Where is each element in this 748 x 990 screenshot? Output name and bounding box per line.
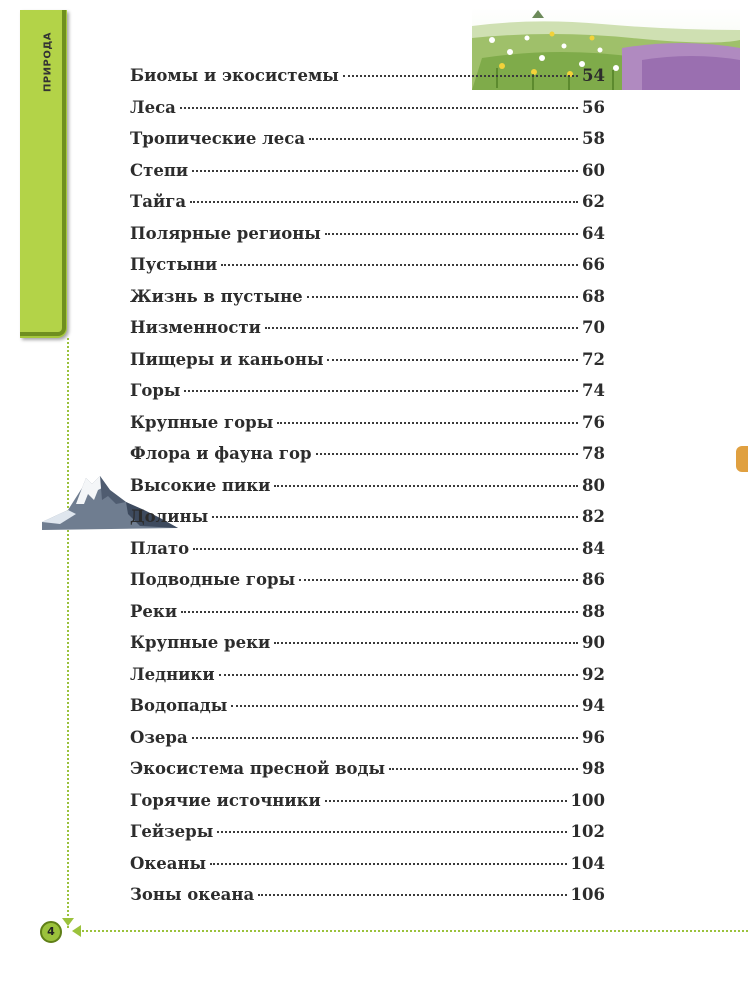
- toc-entry-page: 70: [582, 318, 605, 337]
- toc-entry[interactable]: [130, 728, 605, 760]
- toc-entry-page: 84: [582, 538, 605, 558]
- toc-entry-page: 98: [582, 759, 605, 778]
- toc-entry-page: 74: [582, 381, 605, 400]
- toc-leader-dots: [192, 170, 578, 172]
- toc-entry-title: Озера: [130, 727, 188, 747]
- toc-leader-dots: [316, 453, 578, 455]
- toc-entry[interactable]: [130, 98, 605, 130]
- edge-decoration: [736, 446, 748, 472]
- toc-leader-dots: [325, 233, 578, 235]
- toc-entry-title: Подводные горы: [130, 570, 296, 589]
- toc-entry-page: 90: [582, 633, 605, 652]
- toc-leader-dots: [307, 296, 578, 298]
- toc-leader-dots: [389, 768, 578, 770]
- toc-entry-title: Биомы и экосистемы: [130, 66, 339, 85]
- arrow-left-icon: [72, 925, 81, 937]
- toc-entry-title: Леса: [130, 97, 176, 117]
- toc-entry[interactable]: [130, 287, 605, 319]
- toc-entry-title: Гейзеры: [130, 822, 214, 841]
- toc-entry-page: 66: [582, 255, 605, 274]
- toc-entry-page: 58: [582, 129, 605, 148]
- toc-entry[interactable]: [130, 759, 605, 791]
- toc-entry[interactable]: [130, 665, 605, 697]
- toc-entry-title: Высокие пики: [130, 475, 271, 495]
- toc-entry-page: 104: [570, 853, 605, 873]
- toc-entry-title: Флора и фауна гор: [130, 444, 312, 463]
- toc-leader-dots: [309, 138, 578, 140]
- toc-entry-title: Реки: [130, 601, 178, 621]
- toc-entry-page: 106: [570, 885, 605, 904]
- toc-entry-title: Экосистема пресной воды: [130, 759, 386, 778]
- toc-leader-dots: [258, 894, 566, 896]
- toc-entry-page: 72: [582, 349, 605, 369]
- vertical-dotted-guide: [67, 338, 69, 928]
- toc-entry-page: 102: [570, 822, 605, 841]
- toc-entry-page: 78: [582, 444, 605, 463]
- toc-entry-title: Зоны океана: [130, 885, 255, 904]
- toc-leader-dots: [221, 264, 578, 266]
- toc-entry-title: Долины: [130, 507, 209, 526]
- toc-entry-title: Пищеры и каньоны: [130, 349, 324, 369]
- section-label: ПРИРОДА: [42, 31, 54, 93]
- toc-entry-page: 56: [582, 97, 605, 117]
- toc-entry[interactable]: [130, 476, 605, 508]
- toc-entry-page: 60: [582, 160, 605, 180]
- toc-entry[interactable]: [130, 318, 605, 350]
- toc-entry-title: Океаны: [130, 853, 207, 873]
- toc-entry[interactable]: [130, 602, 605, 634]
- toc-leader-dots: [219, 674, 578, 676]
- toc-entry[interactable]: [130, 66, 605, 98]
- toc-leader-dots: [265, 327, 578, 329]
- toc-entry[interactable]: [130, 192, 605, 224]
- toc-leader-dots: [181, 611, 578, 613]
- toc-entry-page: 100: [570, 790, 605, 810]
- toc-entry-title: Ледники: [130, 664, 215, 684]
- toc-entry-page: 54: [582, 66, 605, 85]
- toc-entry-page: 86: [582, 570, 605, 589]
- toc-entry[interactable]: [130, 224, 605, 256]
- toc-entry-page: 80: [582, 475, 605, 495]
- toc-leader-dots: [184, 390, 578, 392]
- toc-entry-title: Жизнь в пустыне: [130, 286, 303, 306]
- toc-entry-page: 94: [582, 696, 605, 715]
- toc-leader-dots: [325, 800, 567, 802]
- toc-entry-page: 96: [582, 727, 605, 747]
- toc-leader-dots: [327, 359, 578, 361]
- toc-leader-dots: [231, 705, 578, 707]
- toc-entry-page: 64: [582, 223, 605, 243]
- toc-leader-dots: [277, 422, 578, 424]
- toc-leader-dots: [274, 485, 578, 487]
- page-number-badge: 4: [40, 921, 62, 943]
- toc-entry[interactable]: [130, 413, 605, 445]
- toc-entry-title: Горячие источники: [130, 790, 321, 810]
- toc-entry-page: 88: [582, 601, 605, 621]
- toc-entry-title: Плато: [130, 538, 190, 558]
- toc-entry-title: Низменности: [130, 318, 261, 337]
- toc-entry[interactable]: [130, 350, 605, 382]
- toc-entry[interactable]: [130, 696, 605, 728]
- toc-leader-dots: [180, 107, 578, 109]
- toc-entry-title: Пустыни: [130, 255, 218, 274]
- toc-entry-title: Горы: [130, 381, 181, 400]
- toc-entry[interactable]: [130, 633, 605, 665]
- toc-leader-dots: [210, 863, 566, 865]
- toc-leader-dots: [192, 737, 578, 739]
- toc-entry-title: Полярные регионы: [130, 223, 321, 243]
- toc-entry[interactable]: [130, 161, 605, 193]
- toc-entry[interactable]: [130, 381, 605, 413]
- toc-entry-page: 82: [582, 507, 605, 526]
- toc-entry[interactable]: [130, 854, 605, 886]
- toc-entry-page: 62: [582, 192, 605, 211]
- toc-entry-title: Крупные реки: [130, 633, 271, 652]
- horizontal-dotted-guide: [82, 930, 748, 932]
- toc-entry-title: Тропические леса: [130, 129, 306, 148]
- toc-entry[interactable]: [130, 885, 605, 917]
- toc-leader-dots: [193, 548, 578, 550]
- toc-entry[interactable]: [130, 539, 605, 571]
- toc-entry[interactable]: [130, 570, 605, 602]
- toc-entry[interactable]: [130, 791, 605, 823]
- toc-entry-page: 68: [582, 286, 605, 306]
- toc-entry-title: Крупные горы: [130, 412, 274, 432]
- toc-leader-dots: [217, 831, 566, 833]
- table-of-contents: [130, 66, 605, 917]
- toc-entry[interactable]: [130, 255, 605, 287]
- toc-leader-dots: [274, 642, 578, 644]
- toc-entry-page: 92: [582, 664, 605, 684]
- toc-entry[interactable]: [130, 129, 605, 161]
- toc-leader-dots: [343, 75, 578, 77]
- toc-entry-title: Водопады: [130, 696, 228, 715]
- toc-entry[interactable]: [130, 822, 605, 854]
- toc-entry-page: 76: [582, 412, 605, 432]
- toc-leader-dots: [190, 201, 578, 203]
- toc-entry[interactable]: [130, 507, 605, 539]
- toc-entry-title: Степи: [130, 160, 189, 180]
- toc-leader-dots: [299, 579, 578, 581]
- toc-leader-dots: [212, 516, 578, 518]
- toc-entry-title: Тайга: [130, 192, 187, 211]
- toc-entry[interactable]: [130, 444, 605, 476]
